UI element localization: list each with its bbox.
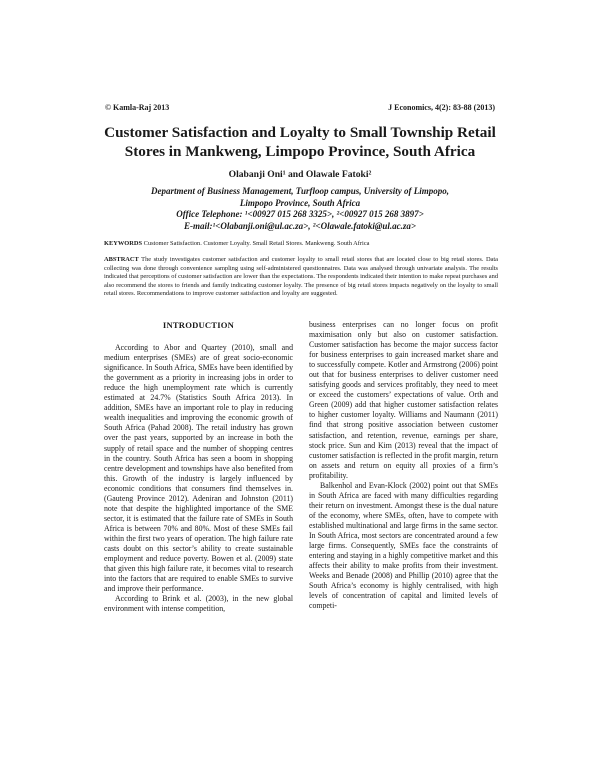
right-column (309, 320, 498, 611)
keywords-label: KEYWORDS (104, 240, 142, 247)
keywords-text: Customer Satisfaction. Customer Loyalty. Small Retail Stores. Mankweng. South Africa (143, 240, 370, 247)
paragraph: business enterprises can no longer focus on profit maximisation only but also on customer satisfaction. Customer satisfaction has become the major success factor for business enterprises to gain increased market share and to successfully compete. Kotler and Armstrong (2006) point out that for business enterprises to deliver customer need satisfying goods and services profitably, they need to meet or exceed the customers’ expectations of value. Orth and Green (2009) add that higher customer satisfaction relates to higher customer loyalty. Williams and Naumann (2011) find that strong positive association between customer satisfaction, and retention, revenue, earnings per share, stock price. Sun and Kim (2013) reveal that the impact of customer satisfaction is reflected in the profit margin, return on assets and return on equity all proxies of a firm’s profitability. (309, 320, 498, 480)
title-line-2: Stores in Mankweng, Limpopo Province, South Africa (124, 142, 476, 160)
affiliation-line-2: Limpopo Province, South Africa (239, 197, 361, 208)
abstract-label: ABSTRACT (104, 256, 139, 263)
journal-citation-header: J Economics, 4(2): 83-88 (2013) (388, 103, 495, 112)
left-column (104, 320, 293, 614)
paragraph: Balkenhol and Evan-Klock (2002) point out that SMEs in South Africa are faced with many difficulties regarding their return on investment. Amongst these is the dual nature of the economy, where SMEs, often, have to compete with established multinational and large firms in the same sector. In South Africa, most sectors are concentrated around a few large firms. Consequently, SMEs face the constraints of entering and staying in a highly competitive market and this affects their ability to make profits from their investment. Weeks and Benade (2008) and Phillip (2010) agree that the South Africa’s economy is highly centralised, with high levels of concentration of capital and limited levels of competi- (309, 480, 498, 611)
abstract-block (104, 256, 498, 299)
keywords-block (104, 240, 498, 249)
section-heading-introduction: INTRODUCTION (162, 320, 235, 330)
article-title (60, 124, 540, 161)
email-addresses: E-mail:¹<Olabanji.oni@ul.ac.za>, ²<Olawale.fatoki@ul.ac.za> (184, 220, 416, 231)
title-line-1: Customer Satisfaction and Loyalty to Small Township Retail (104, 124, 496, 141)
affiliation-line-1: Department of Business Management, Turfloop campus, University of Limpopo, (151, 186, 449, 196)
author-affiliation (60, 186, 540, 232)
author-list: Olabanji Oni¹ and Olawale Fatoki² (228, 169, 372, 180)
office-telephone: Office Telephone: ¹<00927 015 268 3325>, ²<00927 015 268 3897> (176, 209, 424, 219)
copyright-header: © Kamla-Raj 2013 (105, 103, 170, 112)
paragraph: According to Brink et al. (2003), in the new global environment with intense competition, (104, 594, 293, 614)
abstract-text: The study investigates customer satisfaction and customer loyalty to small retail stores that are located close to big retail stores. Data collecting was done through convenience sampling using self-administered questionnaires. Data was analysed through univariate analysis. The results indicated that perceptions of customer satisfaction are lower than the expectations. The respondents indicated their intention to make repeat purchases and also recommend the stores to friends and family indicating customer loyalty. The presence of big retail stores impacts negatively on the loyalty to small retail stores. Recommendations to improve customer satisfaction and loyalty are suggested. (104, 256, 499, 297)
paragraph: According to Abor and Quartey (2010), small and medium enterprises (SMEs) are of great socio-economic significance. In South Africa, SMEs have been identified by the government as a priority in increasing jobs in order to reduce the high unemployment rate which is currently estimated at 24.7% (Statistics South Africa 2013). In addition, SMEs have an important role to play in reducing wealth inequalities and improving the economic growth of South Africa (Pahad 2008). The retail industry has grown over the past years, supported by an increase in both the supply of retail space and the number of shopping centres in the country. South Africa has seen a boom in shopping centre development and townships have also benefited from this. Growth of the industry is largely influenced by economic conditions that consumers find themselves in. (Gauteng Province 2012). Adeniran and Johnston (2011) note that despite the highlighted importance of the SME sector, it is estimated that the failure rate of SMEs in South Africa is between 70% and 80%. Most of these SMEs fail within the first two years of operation. The high failure rate casts doubt on this sector’s ability to create sustainable employment and reduce poverty. Bowen et al. (2009) state that given this high failure rate, it becomes vital to research into the factors that are required to enable SMEs to survive and improve their performance. (104, 343, 293, 594)
